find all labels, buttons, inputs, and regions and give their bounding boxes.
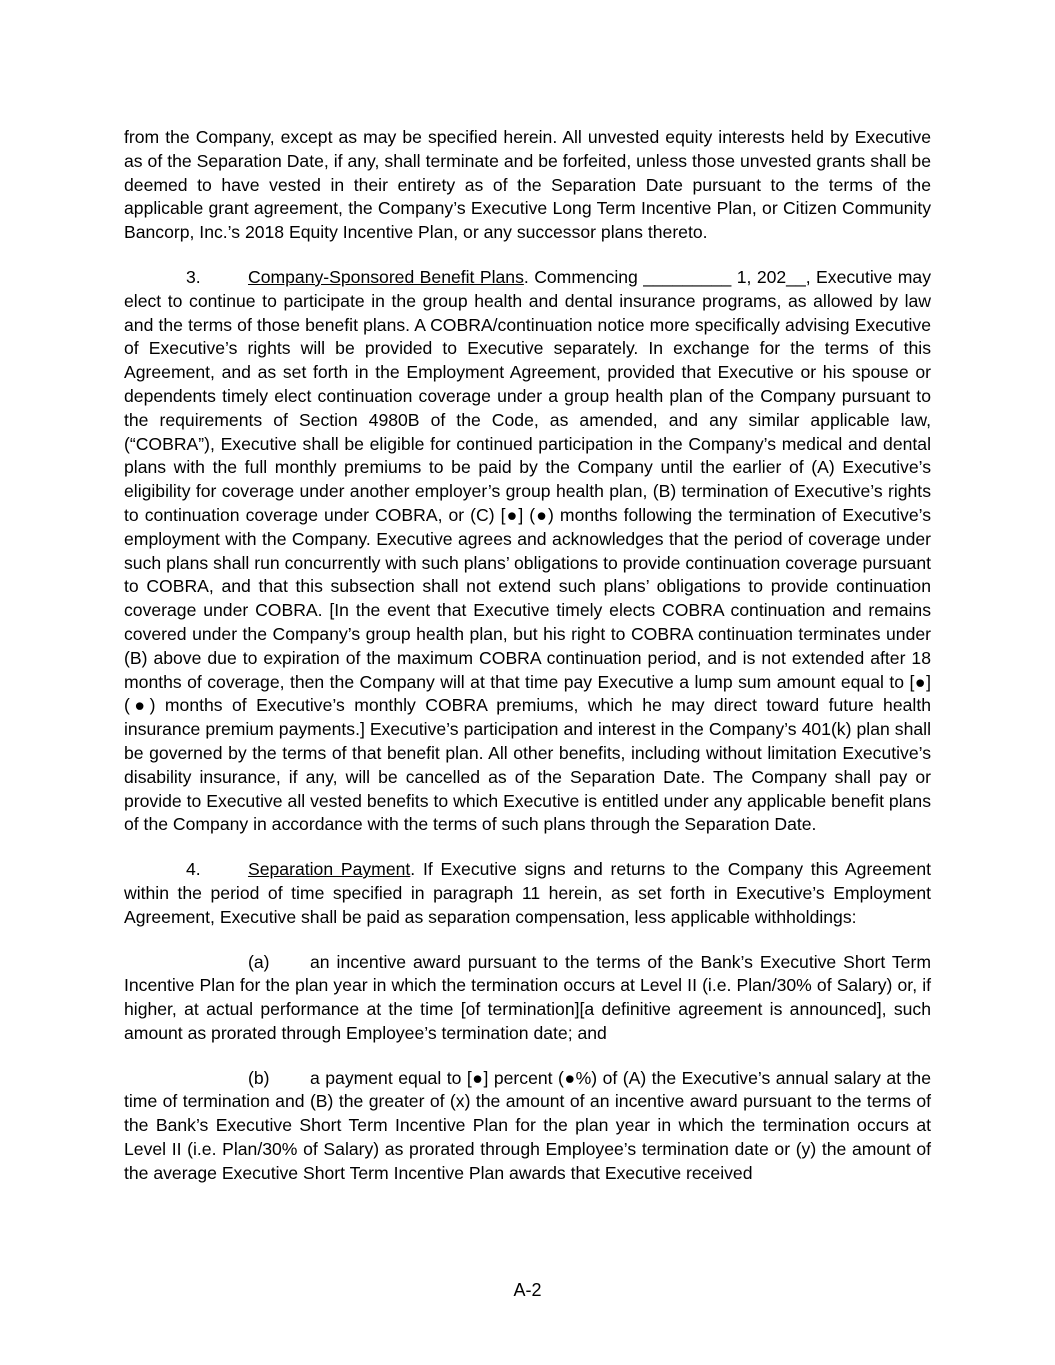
subsection-a-label: (a) xyxy=(248,951,270,972)
section-4-heading: Separation Payment xyxy=(248,859,411,880)
subsection-b xyxy=(124,1067,931,1186)
section-3 xyxy=(124,266,931,837)
page-number: A-2 xyxy=(513,1280,542,1300)
section-3-heading: Company-Sponsored Benefit Plans xyxy=(248,266,524,287)
subsection-a-body: an incentive award pursuant to the terms of the Bank’s Executive Short Term Incentive Plan for the plan year in which the termination occurs at Level II (i.e. Plan/30% of Salary) or, if higher, at actual performance at the time [of termination][a definitive agreement is announced], such amount as prorated through Employee’s termination date; and xyxy=(124,951,931,1043)
section-4-body: . If Executive signs and returns to the Company this Agreement within the period of time specified in paragraph 11 herein, as set forth in Executive’s Employment Agreement, Executive shall be paid as separation compensation, less applicable withholdings: xyxy=(124,859,931,927)
subsection-b-body: a payment equal to [●] percent (●%) of (A) the Executive’s annual salary at the time of termination and (B) the greater of (x) the amount of an incentive award pursuant to the terms of the Bank’s Executive Short Term Incentive Plan for the plan year in which the termination occurs at Level II (i.e. Plan/30% of Salary) as prorated through Employee’s termination date or (y) the amount of the average Executive Short Term Incentive Plan awards that Executive received xyxy=(124,1067,931,1183)
section-4 xyxy=(124,858,931,929)
section-3-number: 3. xyxy=(186,266,201,287)
section-3-body: . Commencing _________ 1, 202__, Executive may elect to continue to participate in the group health and dental insurance programs, as allowed by law and the terms of those benefit plans. A COBRA/continuation notice more specifically advising Executive of Executive’s rights will be provided to Executive separately. In exchange for the terms of this Agreement, and as set forth in the Employment Agreement, provided that Executive or his spouse or dependents timely elect continuation coverage under a group health plan of the Company pursuant to the requirements of Section 4980B of the Code, as amended, and any similar applicable law, (“COBRA”), Executive shall be eligible for continued participation in the Company’s medical and dental plans with the full monthly premiums to be paid by the Company until the earlier of (A) Executive’s eligibility for coverage under another employer’s group health plan, (B) termination of Executive’s rights to continuation coverage under COBRA, or (C) [●] (●) months following the termination of Executive’s employment with the Company. Executive agrees and acknowledges that the period of coverage under such plans shall run concurrently with such plans’ obligations to provide continuation coverage pursuant to COBRA, and that this subsection shall not extend such plans’ obligations to provide continuation coverage under COBRA. [In the event that Executive timely elects COBRA continuation and remains covered under the Company’s group health plan, but his right to COBRA continuation terminates under (B) above due to expiration of the maximum COBRA continuation period, and is not extended after 18 months of coverage, then the Company will at that time pay Executive a lump sum amount equal to [●] (●) months of Executive’s monthly COBRA premiums, which he may direct toward future health insurance premium payments.] Executive’s participation and interest in the Company’s 401(k) plan shall be governed by the terms of that benefit plan. All other benefits, including without limitation Executive’s disability insurance, if any, will be cancelled as of the Separation Date. The Company shall pay or provide to Executive all vested benefits to which Executive is entitled under any applicable benefit plans of the Company in accordance with the terms of such plans through the Separation Date. xyxy=(124,266,931,835)
subsection-b-label: (b) xyxy=(248,1067,270,1088)
section-4-number: 4. xyxy=(186,859,201,880)
subsection-a xyxy=(124,951,931,1046)
document-body xyxy=(124,126,931,1207)
paragraph-continuation: from the Company, except as may be specified herein. All unvested equity interests held by Executive as of the Separation Date, if any, shall terminate and be forfeited, unless those unvested grants shall be deemed to have vested in their entirety as of the Separation Date pursuant to the terms of the applicable grant agreement, the Company’s Executive Long Term Incentive Plan, or Citizen Community Bancorp, Inc.’s 2018 Equity Incentive Plan, or any successor plans thereto. xyxy=(124,127,931,243)
